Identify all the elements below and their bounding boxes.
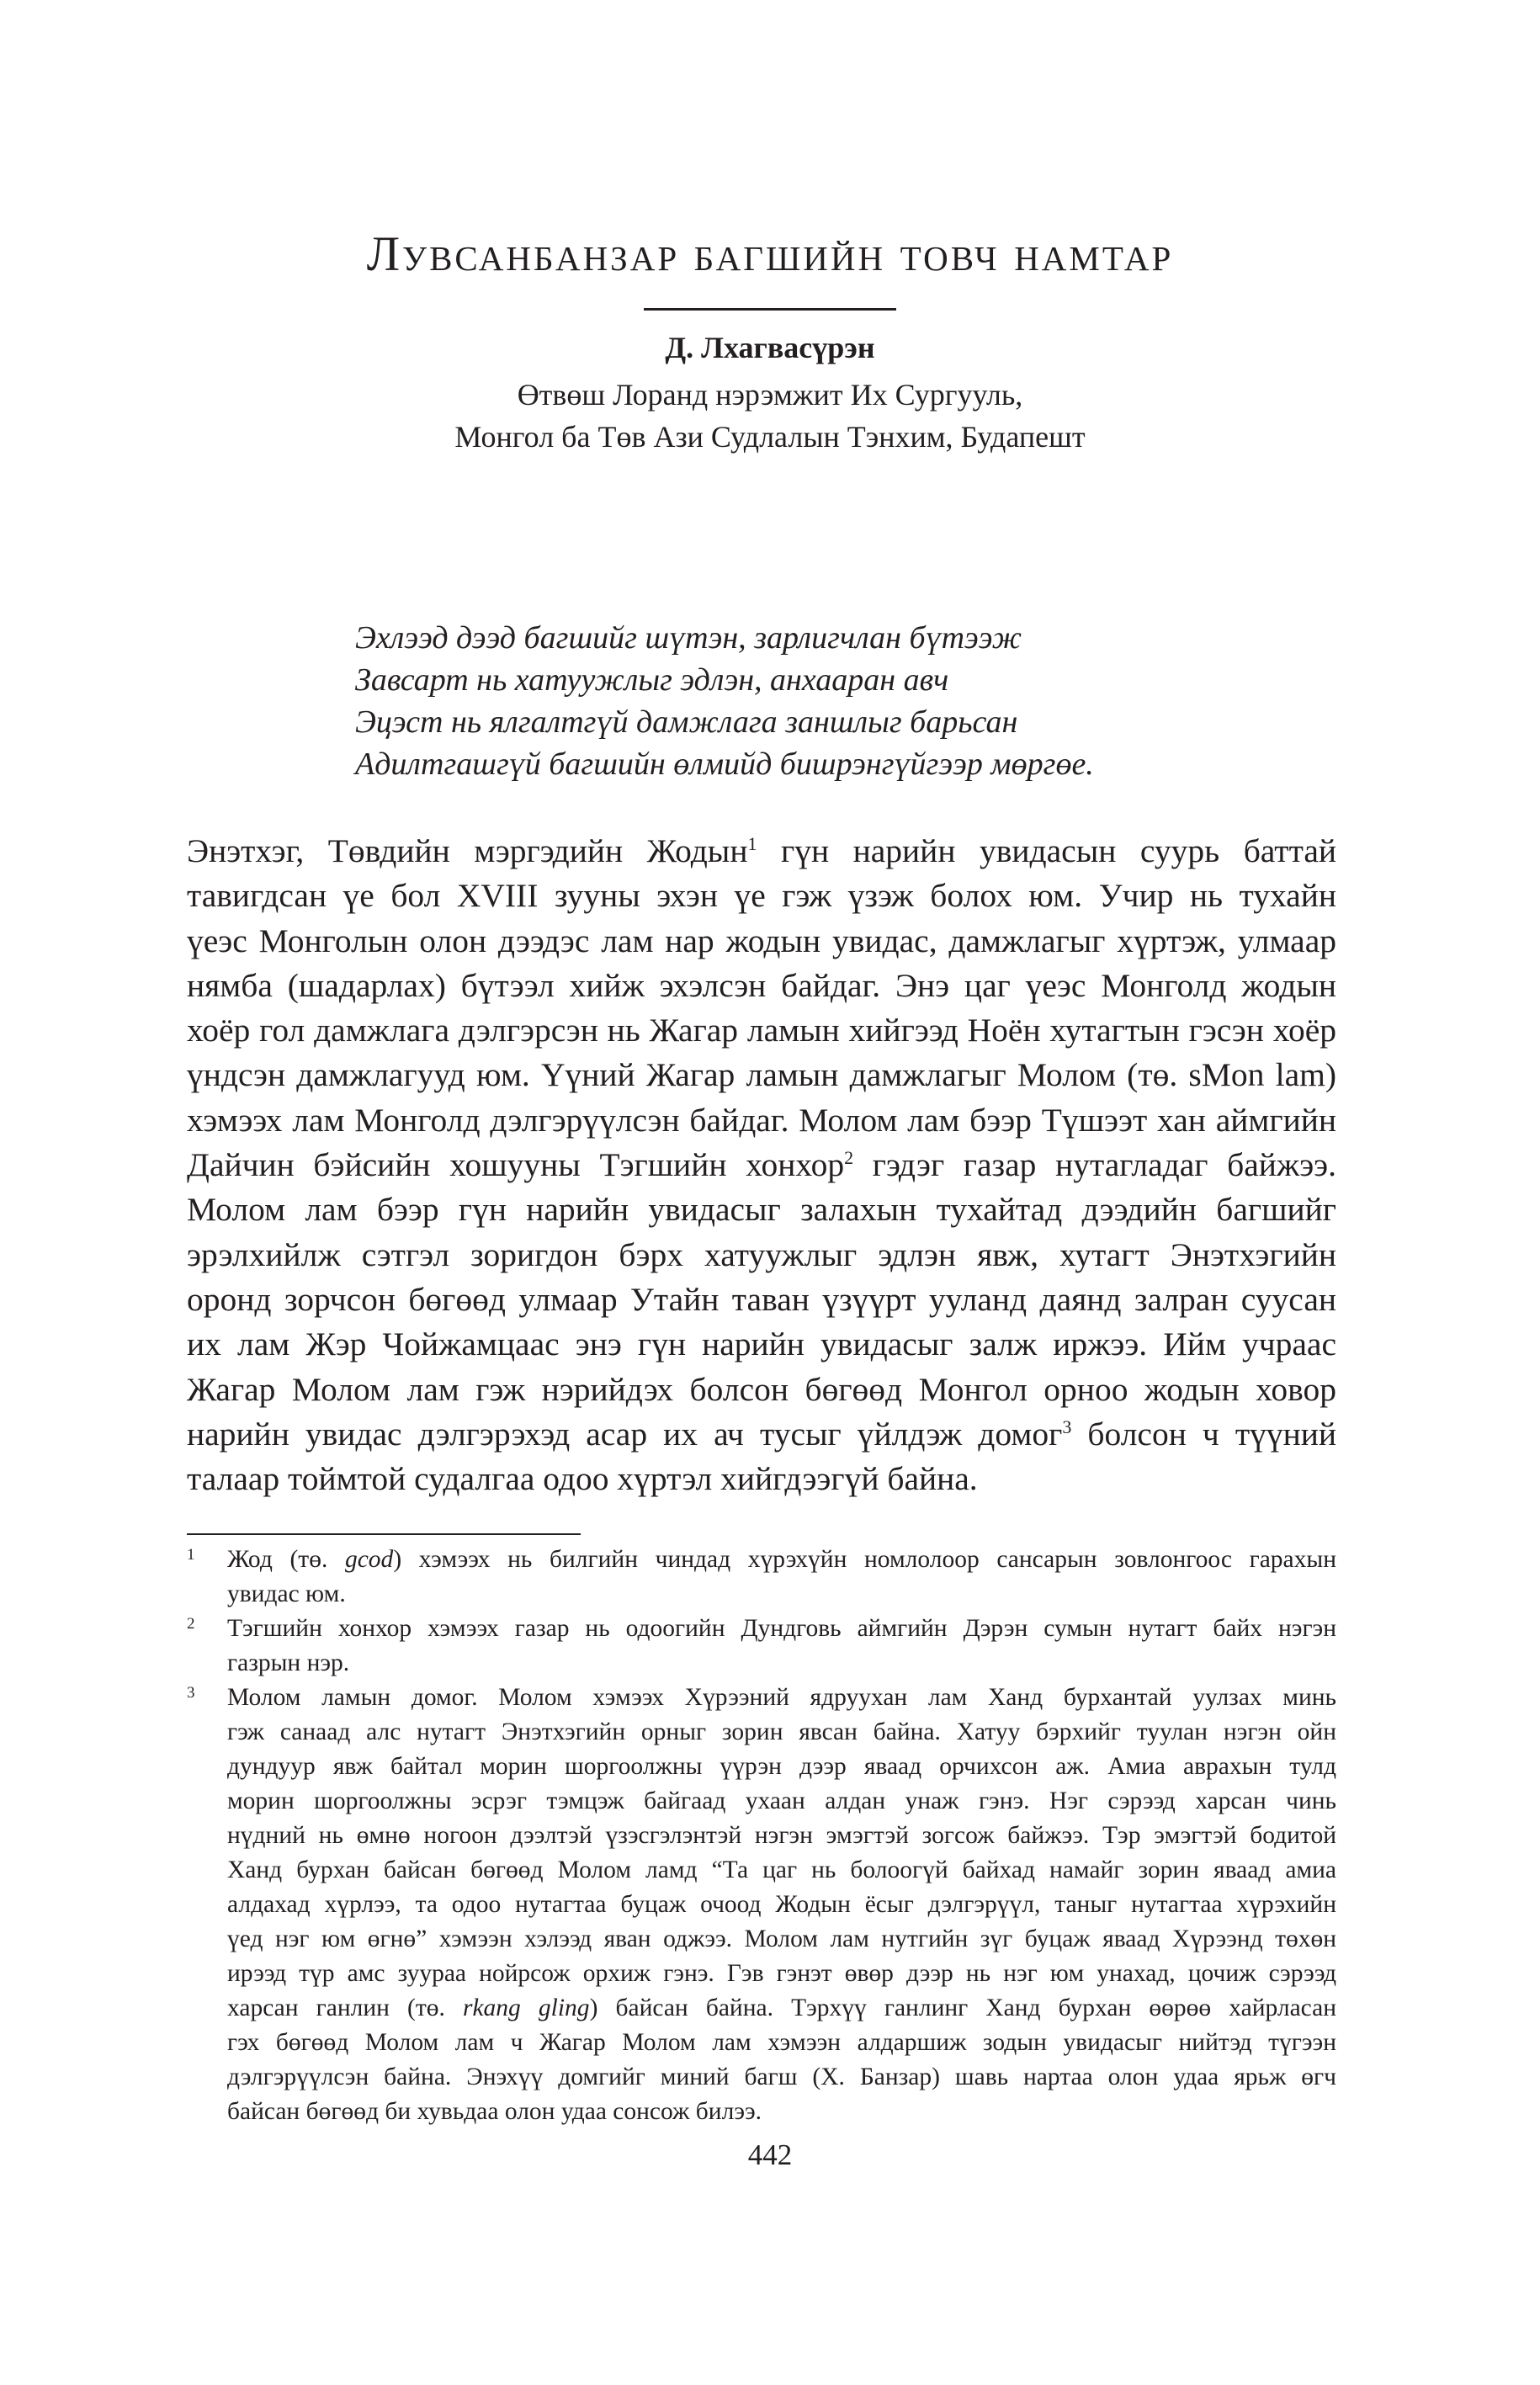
body-line: хоёр гол дамжлага дэлгэрсэн нь Жагар ламын хийгээд Ноён хутагтын гэсэн хоёр <box>187 1012 1336 1049</box>
footnote-line: дэлгэрүүлсэн байна. Энэхүү домгийг миний багш (Х. Банзар) шавь нартаа олон удаа ярьж өгч <box>227 2064 1336 2090</box>
body-line: Жагар Молом лам гэж нэрийдэх болсон бөгөөд Монгол орноо жодын ховор <box>187 1370 1336 1408</box>
footnote-divider <box>187 1533 581 1535</box>
footnote-number: 3 <box>187 1684 195 1702</box>
body-paragraph <box>187 829 1336 1501</box>
body-line: оронд зорчсон бөгөөд улмаар Утайн таван үзүүрт ууланд даянд залран суусан <box>187 1280 1336 1318</box>
body-line: хэмээх лам Монголд дэлгэрүүлсэн байдаг. Молом лам бээр Түшээт хан аймгийн <box>187 1101 1336 1139</box>
footnote-line: алдахад хүрлээ, та одоо нутагтаа буцаж очоод Жодын ёсыг дэлгэрүүл, таныг нутагтаа хүрэхийн <box>227 1891 1336 1918</box>
footnote-marker[interactable]: 3 <box>1062 1416 1072 1437</box>
footnote-line: Ханд бурхан байсан бөгөөд Молом ламд “Та цаг нь болоогүй байхад намайг зорин яваад амиа <box>227 1856 1336 1883</box>
footnote-line: Жод (тө. gcod) хэмээх нь билгийн чиндад хүрэхүйн номлолоор сансарын зовлонгоос гарахын <box>227 1546 1336 1573</box>
footnotes <box>187 1543 1336 2129</box>
footnote-number: 1 <box>187 1546 195 1564</box>
footnote-line: харсан ганлин (тө. rkang gling) байсан байна. Тэрхүү ганлинг Ханд бурхан өөрөө хайрласан <box>227 1995 1336 2021</box>
verse-line: Эхлээд дээд багшийг шүтэн, зарлигчлан бүтээж <box>355 620 1022 656</box>
footnote-line: Молом ламын домог. Молом хэмээх Хүрээний ядруухан лам Ханд бурхантай уулзах минь <box>227 1684 1336 1711</box>
footnote-text <box>227 1543 1336 1612</box>
verse-line: Адилтгашгүй багшийн өлмийд бишрэнгүйгээр мөргөе. <box>355 746 1094 782</box>
footnote-line: үед нэг юм өгнө” хэмээн хэлээд яван оджээ. Молом лам нутгийн зүг буцаж яваад Хүрээнд төхөн <box>227 1926 1336 1952</box>
italic-term: rkang gling <box>462 1995 590 2021</box>
body-line: эрэлхийлж сэтгэл зоригдон бэрх хатуужлыг эдлэн явж, хутагт Энэтхэгийн <box>187 1235 1336 1273</box>
body-line: үеэс Монголын олон дээдэс лам нар жодын увидас, дамжлагыг хүртэж, улмаар <box>187 922 1336 959</box>
footnote-line: гэж санаад алс нутагт Энэтхэгийн орныг зорин явсан байна. Хатуу бэрхийг туулан нэгэн ойн <box>227 1718 1336 1745</box>
author-name: Д. Лхагвасүрэн <box>665 331 875 364</box>
italic-term: gcod <box>344 1546 394 1573</box>
footnote-1 <box>187 1543 1336 1612</box>
affiliation-line: Монгол ба Төв Ази Судлалын Тэнхим, Будапешт <box>454 420 1086 454</box>
body-line: Дайчин бэйсийн хошууны Тэгшийн хонхор$^2$ гэдэг газар нутагладаг байжээ. <box>187 1146 1337 1184</box>
body-line: Энэтхэг, Төвдийн мэргэдийн Жодын$^1$ гүн нарийн увидасын суурь баттай <box>187 832 1336 869</box>
page-number: 442 <box>747 2138 793 2171</box>
title-divider <box>644 308 896 311</box>
footnote-line: газрын нэр. <box>227 1649 350 1676</box>
verse-line: Эцэст нь ялгалтгүй дамжлага заншлыг барьсан <box>355 704 1018 740</box>
body-line: нарийн увидас дэлгэрэхэд асар их ач тусыг үйлдэж домог$^3$ болсон ч түүний <box>187 1415 1336 1453</box>
footnote-2 <box>187 1612 1336 1681</box>
footnote-line: байсан бөгөөд би хувьдаа олон удаа сонсож билээ. <box>227 2098 762 2125</box>
footnote-line: увидас юм. <box>227 1580 346 1607</box>
body-line: тавигдсан үе бол XVIII зууны эхэн үе гэж үзэж болох юм. Учир нь тухайн <box>187 877 1336 915</box>
footnote-text <box>227 1612 1336 1681</box>
footnote-number: 2 <box>187 1615 195 1633</box>
verse-line: Завсарт нь хатуужлыг эдлэн, анхааран авч <box>355 662 949 698</box>
epigraph-verse <box>355 617 1094 785</box>
body-line: Молом лам бээр гүн нарийн увидасыг залахын тухайтад дээдийн багшийг <box>187 1191 1336 1229</box>
footnote-marker[interactable]: 1 <box>747 832 757 854</box>
footnote-marker[interactable]: 2 <box>844 1146 854 1168</box>
body-line: талаар тоймтой судалгаа одоо хүртэл хийгдээгүй байна. <box>187 1460 978 1498</box>
body-line: их лам Жэр Чойжамцаас энэ гүн нарийн увидасыг залж иржээ. Ийм учраас <box>187 1325 1336 1363</box>
article-title: Лувсанбанзар багшийн товч намтар <box>366 226 1174 281</box>
body-line: нямба (шадарлах) бүтээл хийж эхэлсэн байдаг. Энэ цаг үеэс Монголд жодын <box>187 966 1336 1004</box>
footnote-line: гэх бөгөөд Молом лам ч Жагар Молом лам хэмээн алдаршиж зодын увидасыг нийтэд түгээн <box>227 2029 1336 2056</box>
footnote-text <box>227 1681 1336 2129</box>
body-line: үндсэн дамжлагууд юм. Үүний Жагар ламын дамжлагыг Молом (тө. sMon lam) <box>187 1056 1336 1094</box>
footnote-line: ирээд түр амс зуураа нойрсож орхиж гэнэ. Гэв гэнэт өвөр дээр нь нэг юм унахад, цочиж сэрээд <box>227 1960 1336 1987</box>
footnote-line: нүдний нь өмнө ногоон дээлтэй үзэсгэлэнтэй нэгэн эмэгтэй зогсож байжээ. Тэр эмэгтэй бодитой <box>227 1822 1336 1849</box>
footnote-3 <box>187 1681 1336 2129</box>
footnote-line: морин шоргоолжны эсрэг тэмцэж байгаад ухаан алдан унаж гэнэ. Нэг сэрээд харсан чинь <box>227 1787 1336 1814</box>
footnote-line: Тэгшийн хонхор хэмээх газар нь одоогийн Дундговь аймгийн Дэрэн сумын нутагт байх нэгэн <box>227 1615 1336 1642</box>
footnote-line: дундуур явж байтал морин шоргоолжны үүрэн дээр яваад орчихсон аж. Амиа аврахын тулд <box>227 1753 1336 1780</box>
affiliation-line: Өтвөш Лоранд нэрэмжит Их Сургууль, <box>517 378 1023 412</box>
